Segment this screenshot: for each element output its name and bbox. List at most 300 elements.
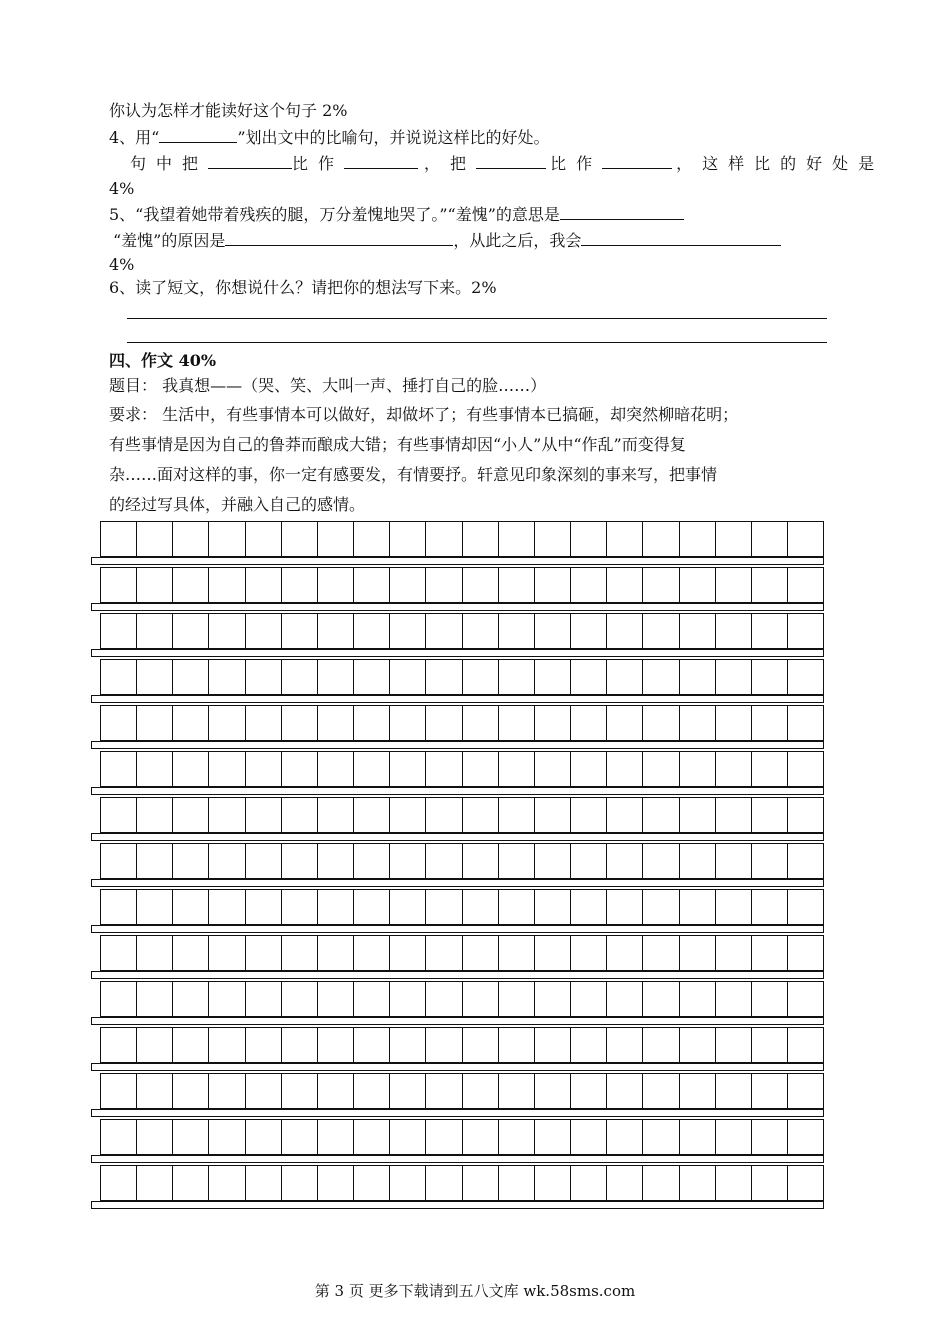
grid-cell[interactable] [101, 522, 137, 556]
grid-cell[interactable] [426, 568, 462, 602]
grid-cell[interactable] [571, 706, 607, 740]
grid-cell[interactable] [571, 1120, 607, 1154]
grid-cell[interactable] [535, 660, 571, 694]
grid-cell[interactable] [680, 614, 716, 648]
grid-cell[interactable] [499, 568, 535, 602]
grid-cell[interactable] [607, 1166, 643, 1200]
grid-cell[interactable] [390, 844, 426, 878]
grid-cell[interactable] [788, 752, 823, 786]
grid-cell[interactable] [246, 890, 282, 924]
grid-cell[interactable] [426, 706, 462, 740]
grid-cell[interactable] [643, 660, 679, 694]
grid-cell[interactable] [680, 890, 716, 924]
q5-blank-2[interactable] [225, 229, 453, 246]
grid-cell[interactable] [716, 706, 752, 740]
grid-cell[interactable] [716, 936, 752, 970]
grid-cell[interactable] [318, 568, 354, 602]
grid-cell[interactable] [173, 1074, 209, 1108]
grid-cell[interactable] [535, 890, 571, 924]
grid-cell[interactable] [643, 936, 679, 970]
grid-cell[interactable] [246, 1028, 282, 1062]
grid-cell[interactable] [571, 614, 607, 648]
grid-cell[interactable] [571, 982, 607, 1016]
grid-cell[interactable] [752, 844, 788, 878]
grid-cell[interactable] [571, 1074, 607, 1108]
grid-cell[interactable] [535, 752, 571, 786]
grid-cell[interactable] [788, 614, 823, 648]
grid-cell[interactable] [137, 614, 173, 648]
grid-cell[interactable] [535, 936, 571, 970]
grid-cell[interactable] [499, 890, 535, 924]
grid-cell[interactable] [571, 568, 607, 602]
grid-cell[interactable] [354, 798, 390, 832]
grid-cell[interactable] [643, 706, 679, 740]
grid-cell[interactable] [101, 844, 137, 878]
grid-cell[interactable] [318, 660, 354, 694]
grid-cell[interactable] [354, 522, 390, 556]
grid-cell[interactable] [643, 1074, 679, 1108]
grid-cell[interactable] [680, 1120, 716, 1154]
grid-cell[interactable] [246, 522, 282, 556]
grid-cell[interactable] [282, 890, 318, 924]
grid-cell[interactable] [246, 752, 282, 786]
grid-cell[interactable] [101, 568, 137, 602]
grid-cell[interactable] [390, 568, 426, 602]
grid-cell[interactable] [607, 1028, 643, 1062]
grid-cell[interactable] [607, 798, 643, 832]
grid-cell[interactable] [535, 522, 571, 556]
grid-cell[interactable] [318, 1028, 354, 1062]
grid-cell[interactable] [101, 660, 137, 694]
grid-cell[interactable] [571, 660, 607, 694]
grid-cell[interactable] [173, 660, 209, 694]
grid-cell[interactable] [752, 568, 788, 602]
grid-cell[interactable] [463, 522, 499, 556]
grid-cell[interactable] [752, 1074, 788, 1108]
grid-cell[interactable] [535, 706, 571, 740]
grid-cell[interactable] [607, 844, 643, 878]
q4-blank-mark[interactable] [159, 126, 237, 143]
grid-cell[interactable] [463, 1120, 499, 1154]
grid-cell[interactable] [101, 706, 137, 740]
grid-cell[interactable] [390, 522, 426, 556]
grid-cell[interactable] [209, 660, 245, 694]
grid-cell[interactable] [607, 1120, 643, 1154]
grid-cell[interactable] [390, 614, 426, 648]
grid-cell[interactable] [535, 844, 571, 878]
grid-cell[interactable] [499, 1028, 535, 1062]
grid-cell[interactable] [318, 1120, 354, 1154]
grid-cell[interactable] [318, 890, 354, 924]
grid-cell[interactable] [101, 982, 137, 1016]
grid-cell[interactable] [390, 982, 426, 1016]
grid-cell[interactable] [752, 522, 788, 556]
grid-cell[interactable] [752, 706, 788, 740]
grid-cell[interactable] [137, 1120, 173, 1154]
grid-cell[interactable] [209, 706, 245, 740]
grid-cell[interactable] [137, 660, 173, 694]
grid-cell[interactable] [318, 706, 354, 740]
grid-cell[interactable] [209, 936, 245, 970]
grid-cell[interactable] [788, 568, 823, 602]
grid-cell[interactable] [499, 1120, 535, 1154]
grid-cell[interactable] [318, 614, 354, 648]
grid-cell[interactable] [643, 798, 679, 832]
grid-cell[interactable] [390, 1028, 426, 1062]
grid-cell[interactable] [282, 706, 318, 740]
grid-cell[interactable] [463, 844, 499, 878]
grid-cell[interactable] [788, 844, 823, 878]
grid-cell[interactable] [173, 936, 209, 970]
grid-cell[interactable] [752, 752, 788, 786]
grid-cell[interactable] [535, 614, 571, 648]
grid-cell[interactable] [318, 522, 354, 556]
grid-cell[interactable] [137, 1074, 173, 1108]
grid-cell[interactable] [535, 568, 571, 602]
grid-cell[interactable] [716, 1028, 752, 1062]
grid-cell[interactable] [426, 982, 462, 1016]
grid-cell[interactable] [463, 982, 499, 1016]
grid-cell[interactable] [137, 890, 173, 924]
grid-cell[interactable] [499, 798, 535, 832]
grid-cell[interactable] [282, 660, 318, 694]
grid-cell[interactable] [463, 568, 499, 602]
grid-cell[interactable] [282, 1028, 318, 1062]
grid-cell[interactable] [607, 890, 643, 924]
grid-cell[interactable] [101, 890, 137, 924]
grid-cell[interactable] [137, 1166, 173, 1200]
grid-cell[interactable] [282, 1074, 318, 1108]
grid-cell[interactable] [354, 890, 390, 924]
grid-cell[interactable] [318, 844, 354, 878]
grid-cell[interactable] [173, 706, 209, 740]
grid-cell[interactable] [354, 1074, 390, 1108]
grid-cell[interactable] [463, 1166, 499, 1200]
grid-cell[interactable] [752, 614, 788, 648]
grid-cell[interactable] [680, 706, 716, 740]
grid-cell[interactable] [101, 614, 137, 648]
grid-cell[interactable] [680, 936, 716, 970]
grid-cell[interactable] [246, 1074, 282, 1108]
grid-cell[interactable] [282, 1166, 318, 1200]
grid-cell[interactable] [173, 568, 209, 602]
grid-cell[interactable] [137, 798, 173, 832]
grid-cell[interactable] [426, 522, 462, 556]
grid-cell[interactable] [463, 890, 499, 924]
grid-cell[interactable] [571, 752, 607, 786]
grid-cell[interactable] [173, 844, 209, 878]
grid-cell[interactable] [318, 936, 354, 970]
grid-cell[interactable] [390, 1166, 426, 1200]
grid-cell[interactable] [788, 890, 823, 924]
grid-cell[interactable] [788, 1166, 823, 1200]
grid-cell[interactable] [571, 1166, 607, 1200]
grid-cell[interactable] [463, 936, 499, 970]
grid-cell[interactable] [499, 706, 535, 740]
grid-cell[interactable] [101, 1166, 137, 1200]
grid-cell[interactable] [752, 1028, 788, 1062]
q4-blank-3[interactable] [476, 152, 546, 169]
grid-cell[interactable] [354, 568, 390, 602]
grid-cell[interactable] [788, 936, 823, 970]
grid-cell[interactable] [282, 1120, 318, 1154]
grid-cell[interactable] [318, 1166, 354, 1200]
grid-cell[interactable] [535, 798, 571, 832]
grid-cell[interactable] [752, 936, 788, 970]
grid-cell[interactable] [463, 614, 499, 648]
grid-cell[interactable] [716, 844, 752, 878]
grid-cell[interactable] [716, 614, 752, 648]
grid-cell[interactable] [390, 706, 426, 740]
grid-cell[interactable] [137, 1028, 173, 1062]
grid-cell[interactable] [499, 1074, 535, 1108]
grid-cell[interactable] [173, 614, 209, 648]
grid-cell[interactable] [390, 798, 426, 832]
grid-cell[interactable] [571, 1028, 607, 1062]
grid-cell[interactable] [426, 1120, 462, 1154]
grid-cell[interactable] [246, 1166, 282, 1200]
grid-cell[interactable] [282, 798, 318, 832]
grid-cell[interactable] [752, 982, 788, 1016]
grid-cell[interactable] [282, 752, 318, 786]
grid-cell[interactable] [426, 844, 462, 878]
grid-cell[interactable] [426, 936, 462, 970]
grid-cell[interactable] [282, 614, 318, 648]
grid-cell[interactable] [282, 568, 318, 602]
grid-cell[interactable] [788, 660, 823, 694]
grid-cell[interactable] [535, 1028, 571, 1062]
grid-cell[interactable] [535, 982, 571, 1016]
grid-cell[interactable] [137, 752, 173, 786]
grid-cell[interactable] [246, 706, 282, 740]
grid-cell[interactable] [354, 660, 390, 694]
grid-cell[interactable] [499, 614, 535, 648]
grid-cell[interactable] [680, 1074, 716, 1108]
grid-cell[interactable] [752, 798, 788, 832]
grid-cell[interactable] [246, 614, 282, 648]
grid-cell[interactable] [716, 1120, 752, 1154]
grid-cell[interactable] [716, 1166, 752, 1200]
grid-cell[interactable] [246, 660, 282, 694]
grid-cell[interactable] [571, 936, 607, 970]
grid-cell[interactable] [137, 568, 173, 602]
grid-cell[interactable] [318, 752, 354, 786]
grid-cell[interactable] [716, 522, 752, 556]
grid-cell[interactable] [137, 982, 173, 1016]
grid-cell[interactable] [173, 522, 209, 556]
grid-cell[interactable] [246, 844, 282, 878]
grid-cell[interactable] [390, 660, 426, 694]
grid-cell[interactable] [426, 752, 462, 786]
grid-cell[interactable] [680, 752, 716, 786]
grid-cell[interactable] [426, 890, 462, 924]
q5-blank-3[interactable] [581, 229, 781, 246]
grid-cell[interactable] [716, 982, 752, 1016]
grid-cell[interactable] [173, 752, 209, 786]
grid-cell[interactable] [282, 522, 318, 556]
grid-cell[interactable] [643, 890, 679, 924]
grid-cell[interactable] [209, 798, 245, 832]
grid-cell[interactable] [354, 706, 390, 740]
grid-cell[interactable] [354, 1120, 390, 1154]
grid-cell[interactable] [571, 844, 607, 878]
grid-cell[interactable] [680, 568, 716, 602]
grid-cell[interactable] [607, 660, 643, 694]
grid-cell[interactable] [499, 982, 535, 1016]
grid-cell[interactable] [209, 1028, 245, 1062]
grid-cell[interactable] [354, 614, 390, 648]
grid-cell[interactable] [354, 844, 390, 878]
grid-cell[interactable] [390, 890, 426, 924]
grid-cell[interactable] [390, 1074, 426, 1108]
grid-cell[interactable] [209, 844, 245, 878]
grid-cell[interactable] [788, 706, 823, 740]
grid-cell[interactable] [137, 522, 173, 556]
grid-cell[interactable] [571, 798, 607, 832]
grid-cell[interactable] [752, 890, 788, 924]
grid-cell[interactable] [788, 1074, 823, 1108]
grid-cell[interactable] [282, 936, 318, 970]
grid-cell[interactable] [607, 614, 643, 648]
grid-cell[interactable] [209, 1120, 245, 1154]
grid-cell[interactable] [426, 1074, 462, 1108]
grid-cell[interactable] [246, 798, 282, 832]
grid-cell[interactable] [209, 568, 245, 602]
grid-cell[interactable] [499, 844, 535, 878]
grid-cell[interactable] [499, 1166, 535, 1200]
grid-cell[interactable] [716, 660, 752, 694]
grid-cell[interactable] [716, 1074, 752, 1108]
grid-cell[interactable] [716, 798, 752, 832]
grid-cell[interactable] [643, 614, 679, 648]
grid-cell[interactable] [607, 752, 643, 786]
grid-cell[interactable] [643, 1166, 679, 1200]
grid-cell[interactable] [643, 568, 679, 602]
grid-cell[interactable] [571, 522, 607, 556]
grid-cell[interactable] [680, 522, 716, 556]
q6-answer-line-1[interactable] [127, 318, 827, 319]
grid-cell[interactable] [101, 1074, 137, 1108]
grid-cell[interactable] [643, 522, 679, 556]
grid-cell[interactable] [643, 752, 679, 786]
grid-cell[interactable] [209, 752, 245, 786]
grid-cell[interactable] [463, 798, 499, 832]
grid-cell[interactable] [246, 568, 282, 602]
grid-cell[interactable] [716, 752, 752, 786]
grid-cell[interactable] [463, 1028, 499, 1062]
q6-answer-line-2[interactable] [127, 342, 827, 343]
grid-cell[interactable] [426, 1166, 462, 1200]
grid-cell[interactable] [499, 522, 535, 556]
grid-cell[interactable] [788, 522, 823, 556]
grid-cell[interactable] [535, 1074, 571, 1108]
grid-cell[interactable] [390, 936, 426, 970]
grid-cell[interactable] [752, 1120, 788, 1154]
grid-cell[interactable] [209, 1166, 245, 1200]
grid-cell[interactable] [535, 1166, 571, 1200]
grid-cell[interactable] [137, 936, 173, 970]
grid-cell[interactable] [101, 752, 137, 786]
grid-cell[interactable] [788, 1028, 823, 1062]
grid-cell[interactable] [390, 1120, 426, 1154]
grid-cell[interactable] [390, 752, 426, 786]
grid-cell[interactable] [607, 1074, 643, 1108]
q4-blank-4[interactable] [602, 152, 672, 169]
grid-cell[interactable] [318, 1074, 354, 1108]
grid-cell[interactable] [752, 660, 788, 694]
q4-blank-2[interactable] [344, 152, 418, 169]
grid-cell[interactable] [137, 706, 173, 740]
grid-cell[interactable] [535, 1120, 571, 1154]
grid-cell[interactable] [680, 1028, 716, 1062]
grid-cell[interactable] [499, 752, 535, 786]
q4-blank-1[interactable] [208, 152, 292, 169]
grid-cell[interactable] [643, 982, 679, 1016]
grid-cell[interactable] [209, 1074, 245, 1108]
grid-cell[interactable] [463, 1074, 499, 1108]
grid-cell[interactable] [282, 982, 318, 1016]
grid-cell[interactable] [680, 660, 716, 694]
grid-cell[interactable] [426, 798, 462, 832]
grid-cell[interactable] [282, 844, 318, 878]
grid-cell[interactable] [426, 1028, 462, 1062]
q5-blank-1[interactable] [560, 203, 684, 220]
grid-cell[interactable] [173, 1120, 209, 1154]
grid-cell[interactable] [643, 844, 679, 878]
grid-cell[interactable] [463, 660, 499, 694]
grid-cell[interactable] [246, 936, 282, 970]
grid-cell[interactable] [101, 1028, 137, 1062]
grid-cell[interactable] [354, 752, 390, 786]
grid-cell[interactable] [680, 1166, 716, 1200]
grid-cell[interactable] [463, 752, 499, 786]
grid-cell[interactable] [137, 844, 173, 878]
grid-cell[interactable] [173, 1028, 209, 1062]
grid-cell[interactable] [607, 706, 643, 740]
grid-cell[interactable] [426, 614, 462, 648]
grid-cell[interactable] [209, 522, 245, 556]
grid-cell[interactable] [209, 614, 245, 648]
grid-cell[interactable] [101, 798, 137, 832]
grid-cell[interactable] [463, 706, 499, 740]
grid-cell[interactable] [752, 1166, 788, 1200]
grid-cell[interactable] [643, 1120, 679, 1154]
grid-cell[interactable] [680, 798, 716, 832]
grid-cell[interactable] [499, 660, 535, 694]
grid-cell[interactable] [354, 1028, 390, 1062]
grid-cell[interactable] [318, 798, 354, 832]
grid-cell[interactable] [209, 890, 245, 924]
grid-cell[interactable] [499, 936, 535, 970]
grid-cell[interactable] [354, 936, 390, 970]
grid-cell[interactable] [246, 1120, 282, 1154]
grid-cell[interactable] [716, 890, 752, 924]
grid-cell[interactable] [643, 1028, 679, 1062]
grid-cell[interactable] [607, 936, 643, 970]
grid-cell[interactable] [318, 982, 354, 1016]
grid-cell[interactable] [354, 1166, 390, 1200]
grid-cell[interactable] [607, 522, 643, 556]
grid-cell[interactable] [571, 890, 607, 924]
grid-cell[interactable] [607, 982, 643, 1016]
grid-cell[interactable] [173, 1166, 209, 1200]
grid-cell[interactable] [173, 798, 209, 832]
grid-cell[interactable] [788, 798, 823, 832]
grid-cell[interactable] [354, 982, 390, 1016]
grid-cell[interactable] [680, 844, 716, 878]
grid-cell[interactable] [607, 568, 643, 602]
grid-cell[interactable] [209, 982, 245, 1016]
